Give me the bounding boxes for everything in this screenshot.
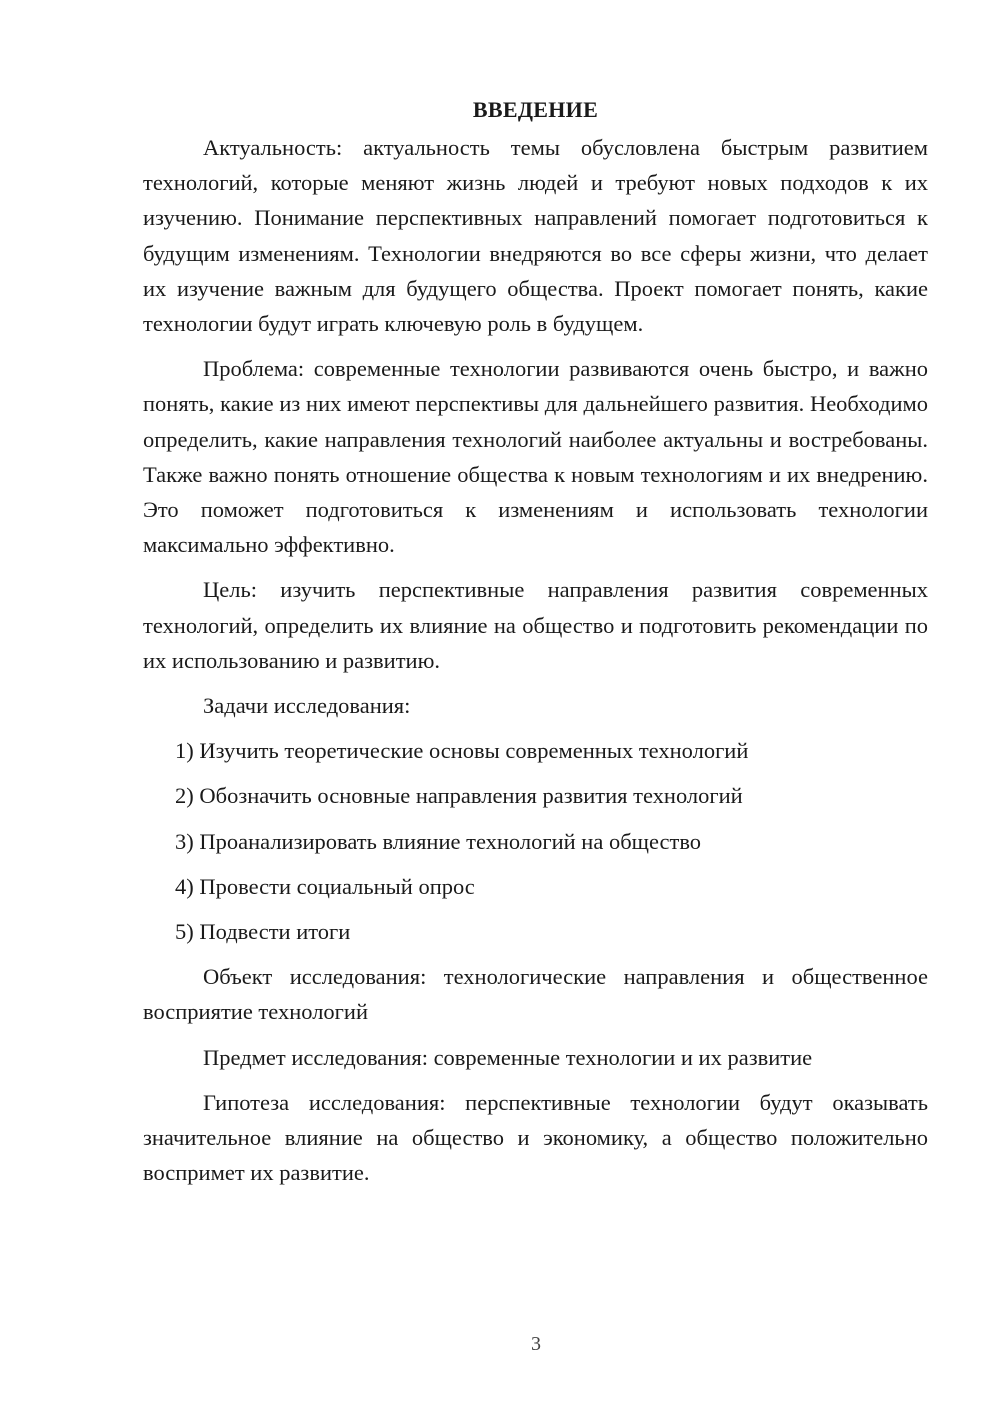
task-item: 1) Изучить теоретические основы современных технологий <box>175 738 749 764</box>
task-item: 3) Проанализировать влияние технологий на общество <box>175 828 702 854</box>
goal-paragraph: Цель: изучить перспективные направления развития современных технологий, определить их влияние на общество и подготовить рекомендации по их использованию и развитию. <box>143 577 928 673</box>
tasks-list <box>143 733 928 949</box>
task-item: 2) Обозначить основные направления развития технологий <box>175 783 743 809</box>
document-title: ВВЕДЕНИЕ <box>472 97 599 122</box>
document-page <box>143 90 928 1200</box>
page-number: 3 <box>531 1333 541 1355</box>
task-item: 5) Подвести итоги <box>175 919 351 945</box>
task-item: 4) Провести социальный опрос <box>175 873 475 899</box>
object-paragraph: Объект исследования: технологические направления и общественное восприятие технологий <box>143 964 928 1025</box>
tasks-heading: Задачи исследования: <box>203 693 411 719</box>
problem-paragraph: Проблема: современные технологии развиваются очень быстро, и важно понять, какие из них имеют перспективы для дальнейшего развития. Необходимо определить, какие направления технологий наиболее актуальны и востребованы. Также важно понять отношение общества к новым технологиям и их внедрению. Это поможет подготовиться к изменениям и использовать технологии максимально эффективно. <box>143 356 928 558</box>
subject-paragraph: Предмет исследования: современные технологии и их развитие <box>203 1044 813 1070</box>
hypothesis-paragraph: Гипотеза исследования: перспективные технологии будут оказывать значительное влияние на общество и экономику, а общество положительно воспримет их развитие. <box>143 1089 928 1186</box>
relevance-paragraph: Актуальность: актуальность темы обусловлена быстрым развитием технологий, которые меняют жизнь людей и требуют новых подходов к их изучению. Понимание перспективных направлений помогает подготовиться к будущим изменениям. Технологии внедряются во все сферы жизни, что делает их изучение важным для будущего общества. Проект помогает понять, какие технологии будут играть ключевую роль в будущем. <box>143 135 928 337</box>
